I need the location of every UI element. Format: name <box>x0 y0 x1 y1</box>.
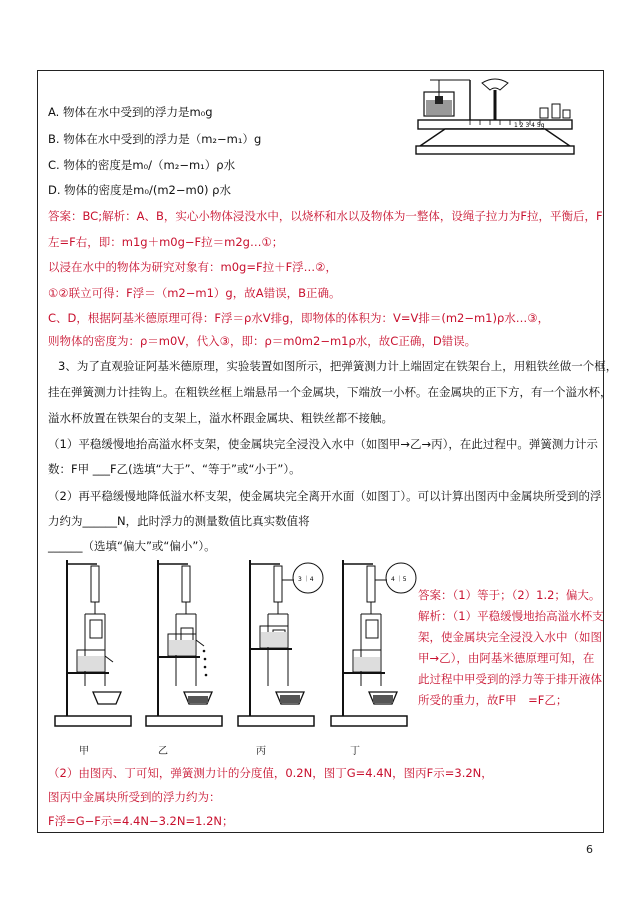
answer1-line6: 则物体的密度为：ρ＝m0V，代入③，即：ρ＝m0m2−m1ρ水，故C正确，D错误。 <box>48 334 477 348</box>
q3-line1: 3、为了直观验证阿基米德原理，实验装置如图所示，把弹簧测力计上端固定在铁架台上，用粗铁丝做一个框， <box>58 359 618 373</box>
figure-label-bing: 丙 <box>256 746 266 757</box>
q3-line6: （2）再平稳缓慢地降低溢水杯支架，使金属块完全离开水面（如图丁）。可以计算出图丙中金属块所受到的浮 <box>48 489 602 503</box>
q3-line2: 挂在弹簧测力计挂钩上。在粗铁丝框上端悬吊一个金属块，下端放一小杯。在金属块的正下方，有一个溢水杯， <box>48 385 612 399</box>
answer1-line4: ①②联立可得：F浮＝（m2−m1）g，故A错误，B正确。 <box>48 286 341 300</box>
q3-line8: ______（选填“偏大”或“偏小”）。 <box>48 539 216 553</box>
answer3-line1: （2）由图丙、丁可知，弹簧测力计的分度值，0.2N，图丁G=4.4N，图丙F示=3.2N， <box>48 766 493 780</box>
apparatus-figure-bing <box>230 556 330 731</box>
svg-text:4 ｜5: 4 ｜5 <box>391 576 407 583</box>
figure-label-ding: 丁 <box>350 746 360 757</box>
answer1-line3: 以浸在水中的物体为研究对象有：m0g=F拉＋F浮…②， <box>48 260 337 274</box>
q3-line7: 力约为______N，此时浮力的测量数值比真实数值将 <box>48 514 310 528</box>
option-b: B. 物体在水中受到的浮力是（m₂−m₁）g <box>48 132 262 146</box>
option-a: A. 物体在水中受到的浮力是m₀g <box>48 105 213 119</box>
q3-line5: 数：F甲 ___F乙(选填“大于”、“等于”或“小于”）。 <box>48 462 301 476</box>
q3-line4: （1）平稳缓慢地抬高溢水杯支架，使金属块完全浸没入水中（如图甲→乙→丙），在此过程中。弹簧测力计示 <box>48 437 598 451</box>
apparatus-figure-jia <box>47 556 137 731</box>
option-d: D. 物体的密度是m₀/(m2−m0) ρ水 <box>48 183 231 197</box>
answer3-box: 答案：（1）等于；（2）1.2；偏大。解析：（1）平稳缓慢地抬高溢水杯支架，使金属块完全浸没入水中（如图甲→乙），由阿基米德原理可知，在此过程中甲受到的浮力等于排开液体所受的重力，故F甲 =F乙； <box>418 588 604 707</box>
option-c: C. 物体的密度是m₀/（m₂−m₁）ρ水 <box>48 158 236 172</box>
apparatus-figure-ding <box>323 556 423 731</box>
answer3-line2: 图丙中金属块所受到的浮力约为： <box>48 790 221 804</box>
figure-label-jia: 甲 <box>79 746 89 757</box>
answer1-line1: 答案：BC;解析：A、B，实心小物体浸没水中，以烧杯和水以及物体为一整体，设绳子拉力为F拉，平衡后，F <box>48 209 603 223</box>
svg-text:1 2 3 4 5g: 1 2 3 4 5g <box>514 122 545 129</box>
q3-line3: 溢水杯放置在铁架台的支架上，溢水杯跟金属块、粗铁丝都不接触。 <box>48 411 393 425</box>
figure-label-yi: 乙 <box>158 746 168 757</box>
answer3-line3: F浮=G−F示=4.4N−3.2N=1.2N； <box>48 814 234 828</box>
answer1-line2: 左=F右，即：m1g＋m0g−F拉＝m2g…①； <box>48 235 284 249</box>
apparatus-figure-yi <box>138 556 228 731</box>
balance-illustration <box>410 78 580 163</box>
svg-text:3 ｜4: 3 ｜4 <box>298 576 314 583</box>
page-number: 6 <box>586 843 593 856</box>
answer1-line5: C、D，根据阿基米德原理可得：F浮＝ρ水V排g，即物体的体积为：V=V排＝(m2−m1)ρ水…③， <box>48 311 550 325</box>
